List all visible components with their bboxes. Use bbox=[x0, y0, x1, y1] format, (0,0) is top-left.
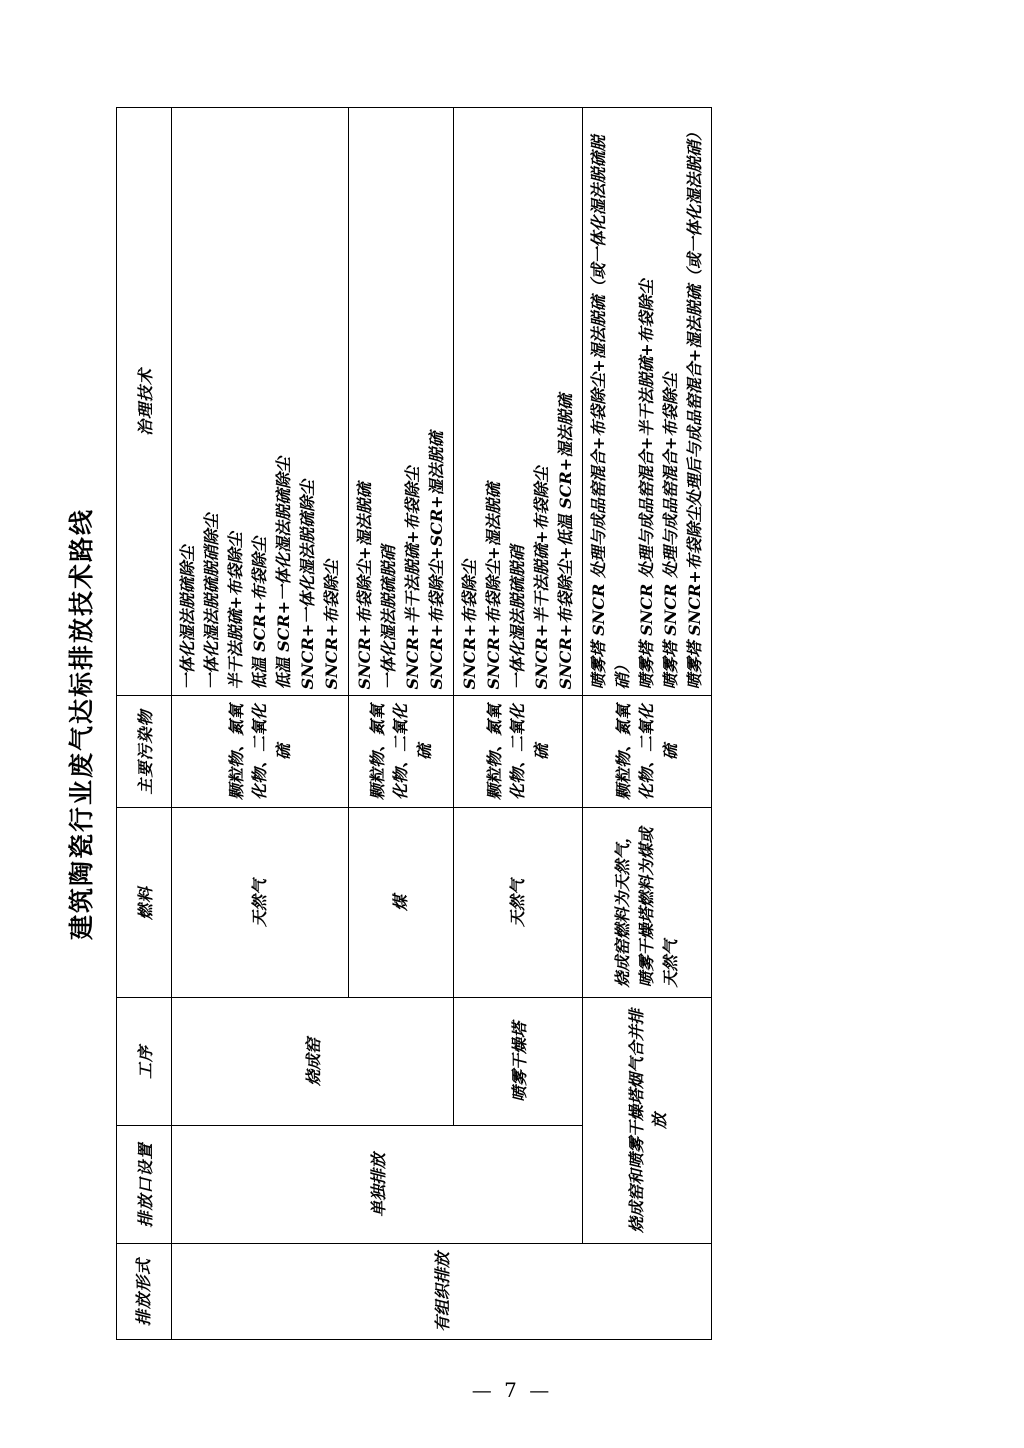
cell-emission-form-organized: 有组织排放 bbox=[172, 1244, 712, 1340]
cell-technology-list bbox=[172, 108, 349, 696]
technology-item: 低温 SCR+布袋除尘 bbox=[250, 536, 269, 690]
technology-item: SNCR+布袋除尘 bbox=[322, 559, 341, 690]
technology-item: SNCR+布袋除尘+SCR+湿法脱硫 bbox=[427, 431, 446, 690]
header-treatment-technology: 治理技术 bbox=[117, 108, 172, 696]
technology-item: 喷雾塔 SNCR 处理与成品窑混合+半干法脱硫+布袋除尘 bbox=[637, 279, 656, 690]
page-number: — 7 — bbox=[471, 1378, 553, 1402]
technology-item: 一体化湿法脱硫脱硝 bbox=[508, 545, 527, 690]
header-outlet-setting: 排放口设置 bbox=[117, 1126, 172, 1244]
cell-pollutant: 颗粒物、氮氧化物、二氧化硫 bbox=[583, 696, 712, 808]
cell-outlet-separate: 单独排放 bbox=[172, 1126, 583, 1244]
technology-item: 半干法脱硫+布袋除尘 bbox=[226, 532, 245, 690]
cell-process-kiln: 烧成窑 bbox=[172, 998, 454, 1126]
cell-technology-list bbox=[349, 108, 454, 696]
technology-item: SNCR+布袋除尘+湿法脱硫 bbox=[355, 482, 374, 690]
technology-item: 一体化湿法脱硫脱硝 bbox=[379, 545, 398, 690]
header-emission-form: 排放形式 bbox=[117, 1244, 172, 1340]
technology-item: SNCR+半干法脱硫+布袋除尘 bbox=[532, 466, 551, 690]
table-row bbox=[583, 108, 712, 1340]
technology-item: SNCR+布袋除尘 bbox=[460, 559, 479, 690]
technology-item: 一体化湿法脱硫除尘 bbox=[178, 545, 197, 690]
cell-technology-list bbox=[583, 108, 712, 696]
emission-technology-table bbox=[116, 108, 712, 1341]
technology-item: 低温 SCR+一体化湿法脱硫除尘 bbox=[274, 456, 293, 690]
header-fuel: 燃料 bbox=[117, 808, 172, 998]
technology-item: SNCR+布袋除尘+湿法脱硫 bbox=[484, 482, 503, 690]
cell-fuel-mixed: 烧成窑燃料为天然气，喷雾干燥塔燃料为煤或天然气 bbox=[583, 808, 712, 998]
table-header-row bbox=[117, 108, 172, 1340]
table-row bbox=[172, 108, 349, 1340]
header-main-pollutant: 主要污染物 bbox=[117, 696, 172, 808]
cell-fuel-natural-gas: 天然气 bbox=[172, 808, 349, 998]
cell-process-spray-dryer: 喷雾干燥塔 bbox=[454, 998, 583, 1126]
page-title: 建筑陶瓷行业废气达标排放技术路线 bbox=[67, 508, 96, 941]
rotated-content bbox=[62, 79, 962, 1369]
cell-pollutant: 颗粒物、氮氧化物、二氧化硫 bbox=[454, 696, 583, 808]
cell-technology-list bbox=[454, 108, 583, 696]
technology-item: SNCR+一体化湿法脱硫除尘 bbox=[298, 479, 317, 690]
technology-item: 一体化湿法脱硫脱硝除尘 bbox=[202, 513, 221, 690]
technology-item: 喷雾塔 SNCR 处理与成品窑混合+布袋除尘+湿法脱硫（或一体化湿法脱硫脱硝） bbox=[589, 135, 632, 690]
cell-fuel-coal: 煤 bbox=[349, 808, 454, 998]
header-process: 工序 bbox=[117, 998, 172, 1126]
technology-item: 喷雾塔 SNCR 处理与成品窑混合+布袋除尘 bbox=[661, 372, 680, 690]
technology-item: SNCR+布袋除尘+低温 SCR+湿法脱硫 bbox=[556, 393, 575, 690]
cell-fuel-natural-gas: 天然气 bbox=[454, 808, 583, 998]
technology-item: SNCR+半干法脱硫+布袋除尘 bbox=[403, 466, 422, 690]
cell-pollutant: 颗粒物、氮氧化物、二氧化硫 bbox=[349, 696, 454, 808]
technology-item: 喷雾塔 SNCR+布袋除尘处理后与成品窑混合+湿法脱硫（或一体化湿法脱硝） bbox=[685, 124, 704, 690]
cell-outlet-combined: 烧成窑和喷雾干燥塔烟气合并排放 bbox=[583, 998, 712, 1244]
cell-pollutant: 颗粒物、氮氧化物、二氧化硫 bbox=[172, 696, 349, 808]
